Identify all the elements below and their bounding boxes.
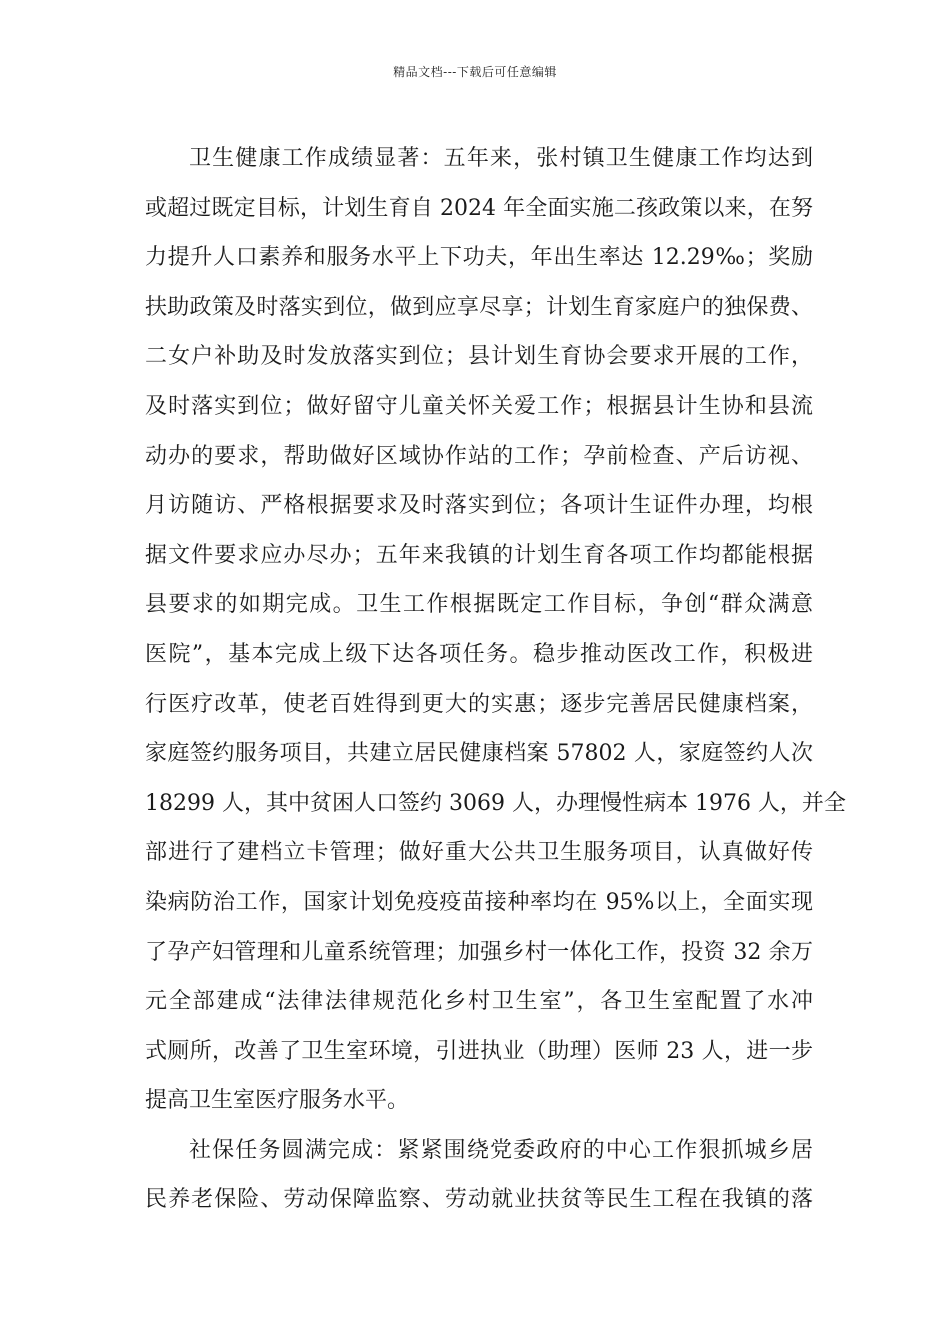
paragraph-line: 及时落实到位；做好留守儿童关怀关爱工作；根据县计生协和县流 — [145, 393, 813, 419]
paragraph-line: 二女户补助及时发放落实到位；县计划生育协会要求开展的工作， — [145, 344, 813, 370]
document-body — [145, 134, 846, 1225]
paragraph-line: 县要求的如期完成。卫生工作根据既定工作目标，争创“群众满意 — [145, 592, 813, 618]
paragraph-line: 部进行了建档立卡管理；做好重大公共卫生服务项目，认真做好传 — [145, 840, 813, 866]
paragraph-line: 了孕产妇管理和儿童系统管理；加强乡村一体化工作，投资 32 余万 — [145, 939, 813, 965]
paragraph-line: 家庭签约服务项目，共建立居民健康档案 57802 人，家庭签约人次 — [145, 741, 813, 767]
paragraph-line: 社保任务圆满完成：紧紧围绕党委政府的中心工作狠抓城乡居 — [189, 1137, 813, 1163]
paragraph-line: 元全部建成“法律法律规范化乡村卫生室”，各卫生室配置了水冲 — [145, 989, 813, 1015]
page-header: 精品文档---下载后可任意编辑 — [393, 65, 557, 79]
paragraph-line: 或超过既定目标，计划生育自 2024 年全面实施二孩政策以来，在努 — [145, 195, 813, 221]
paragraph-line: 月访随访、严格根据要求及时落实到位；各项计生证件办理，均根 — [145, 493, 813, 519]
paragraph-line: 卫生健康工作成绩显著：五年来，张村镇卫生健康工作均达到 — [189, 146, 813, 171]
paragraph-line: 力提升人口素养和服务水平上下功夫，年出生率达 12.29‰；奖励 — [145, 245, 813, 271]
paragraph-health-work — [145, 134, 846, 1126]
paragraph-line: 行医疗改革，使老百姓得到更大的实惠；逐步完善居民健康档案， — [145, 691, 813, 717]
paragraph-line: 民养老保险、劳动保障监察、劳动就业扶贫等民生工程在我镇的落 — [145, 1187, 813, 1213]
paragraph-line: 染病防治工作，国家计划免疫疫苗接种率均在 95%以上，全面实现 — [145, 889, 813, 915]
paragraph-line: 式厕所，改善了卫生室环境，引进执业（助理）医师 23 人，进一步 — [145, 1038, 813, 1064]
paragraph-line: 提高卫生室医疗服务水平。 — [145, 1088, 410, 1114]
paragraph-line: 医院”，基本完成上级下达各项任务。稳步推动医改工作，积极进 — [145, 641, 813, 667]
paragraph-social-security — [145, 1126, 813, 1225]
paragraph-line: 18299 人，其中贫困人口签约 3069 人，办理慢性病本 1976 人，并全 — [145, 790, 846, 816]
paragraph-line: 扶助政策及时落实到位，做到应享尽享；计划生育家庭户的独保费、 — [145, 294, 813, 320]
paragraph-line: 据文件要求应办尽办；五年来我镇的计划生育各项工作均都能根据 — [145, 542, 813, 568]
paragraph-line: 动办的要求，帮助做好区域协作站的工作；孕前检查、产后访视、 — [145, 443, 813, 469]
